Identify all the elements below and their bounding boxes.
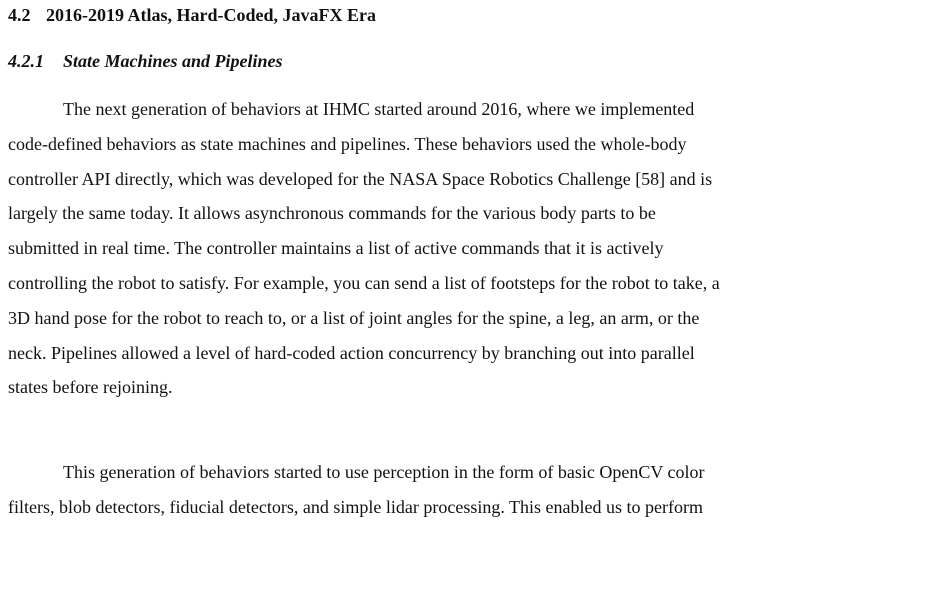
paragraph-line: 3D hand pose for the robot to reach to, or a list of joint angles for the spine, a leg, an arm, or the [8,307,700,328]
paragraph-1 [8,92,944,405]
section-heading [8,3,376,27]
paragraph-line: controlling the robot to satisfy. For example, you can send a list of footsteps for the robot to take, a [8,272,720,293]
paragraph-line: controller API directly, which was developed for the NASA Space Robotics Challenge [58] and is [8,168,713,189]
subsection-heading [8,49,283,73]
section-number: 4.2 [8,5,31,25]
paragraph-line: This generation of behaviors started to use perception in the form of basic OpenCV color [63,462,705,482]
paragraph-line: submitted in real time. The controller maintains a list of active commands that it is actively [8,238,664,259]
paragraph-line: largely the same today. It allows asynchronous commands for the various body parts to be [8,203,656,224]
paragraph-line: code-defined behaviors as state machines and pipelines. These behaviors used the whole-body [8,133,687,154]
subsection-number: 4.2.1 [8,51,44,71]
paragraph-line: The next generation of behaviors at IHMC started around 2016, where we implemented [63,99,695,119]
subsection-title: State Machines and Pipelines [63,51,283,71]
paragraph-2 [8,455,944,525]
section-title: 2016-2019 Atlas, Hard-Coded, JavaFX Era [46,5,376,25]
paragraph-line: states before rejoining. [8,377,173,398]
paragraph-line: filters, blob detectors, fiducial detectors, and simple lidar processing. This enabled us to perform [8,496,703,517]
paragraph-line: neck. Pipelines allowed a level of hard-coded action concurrency by branching out into parallel [8,342,695,363]
